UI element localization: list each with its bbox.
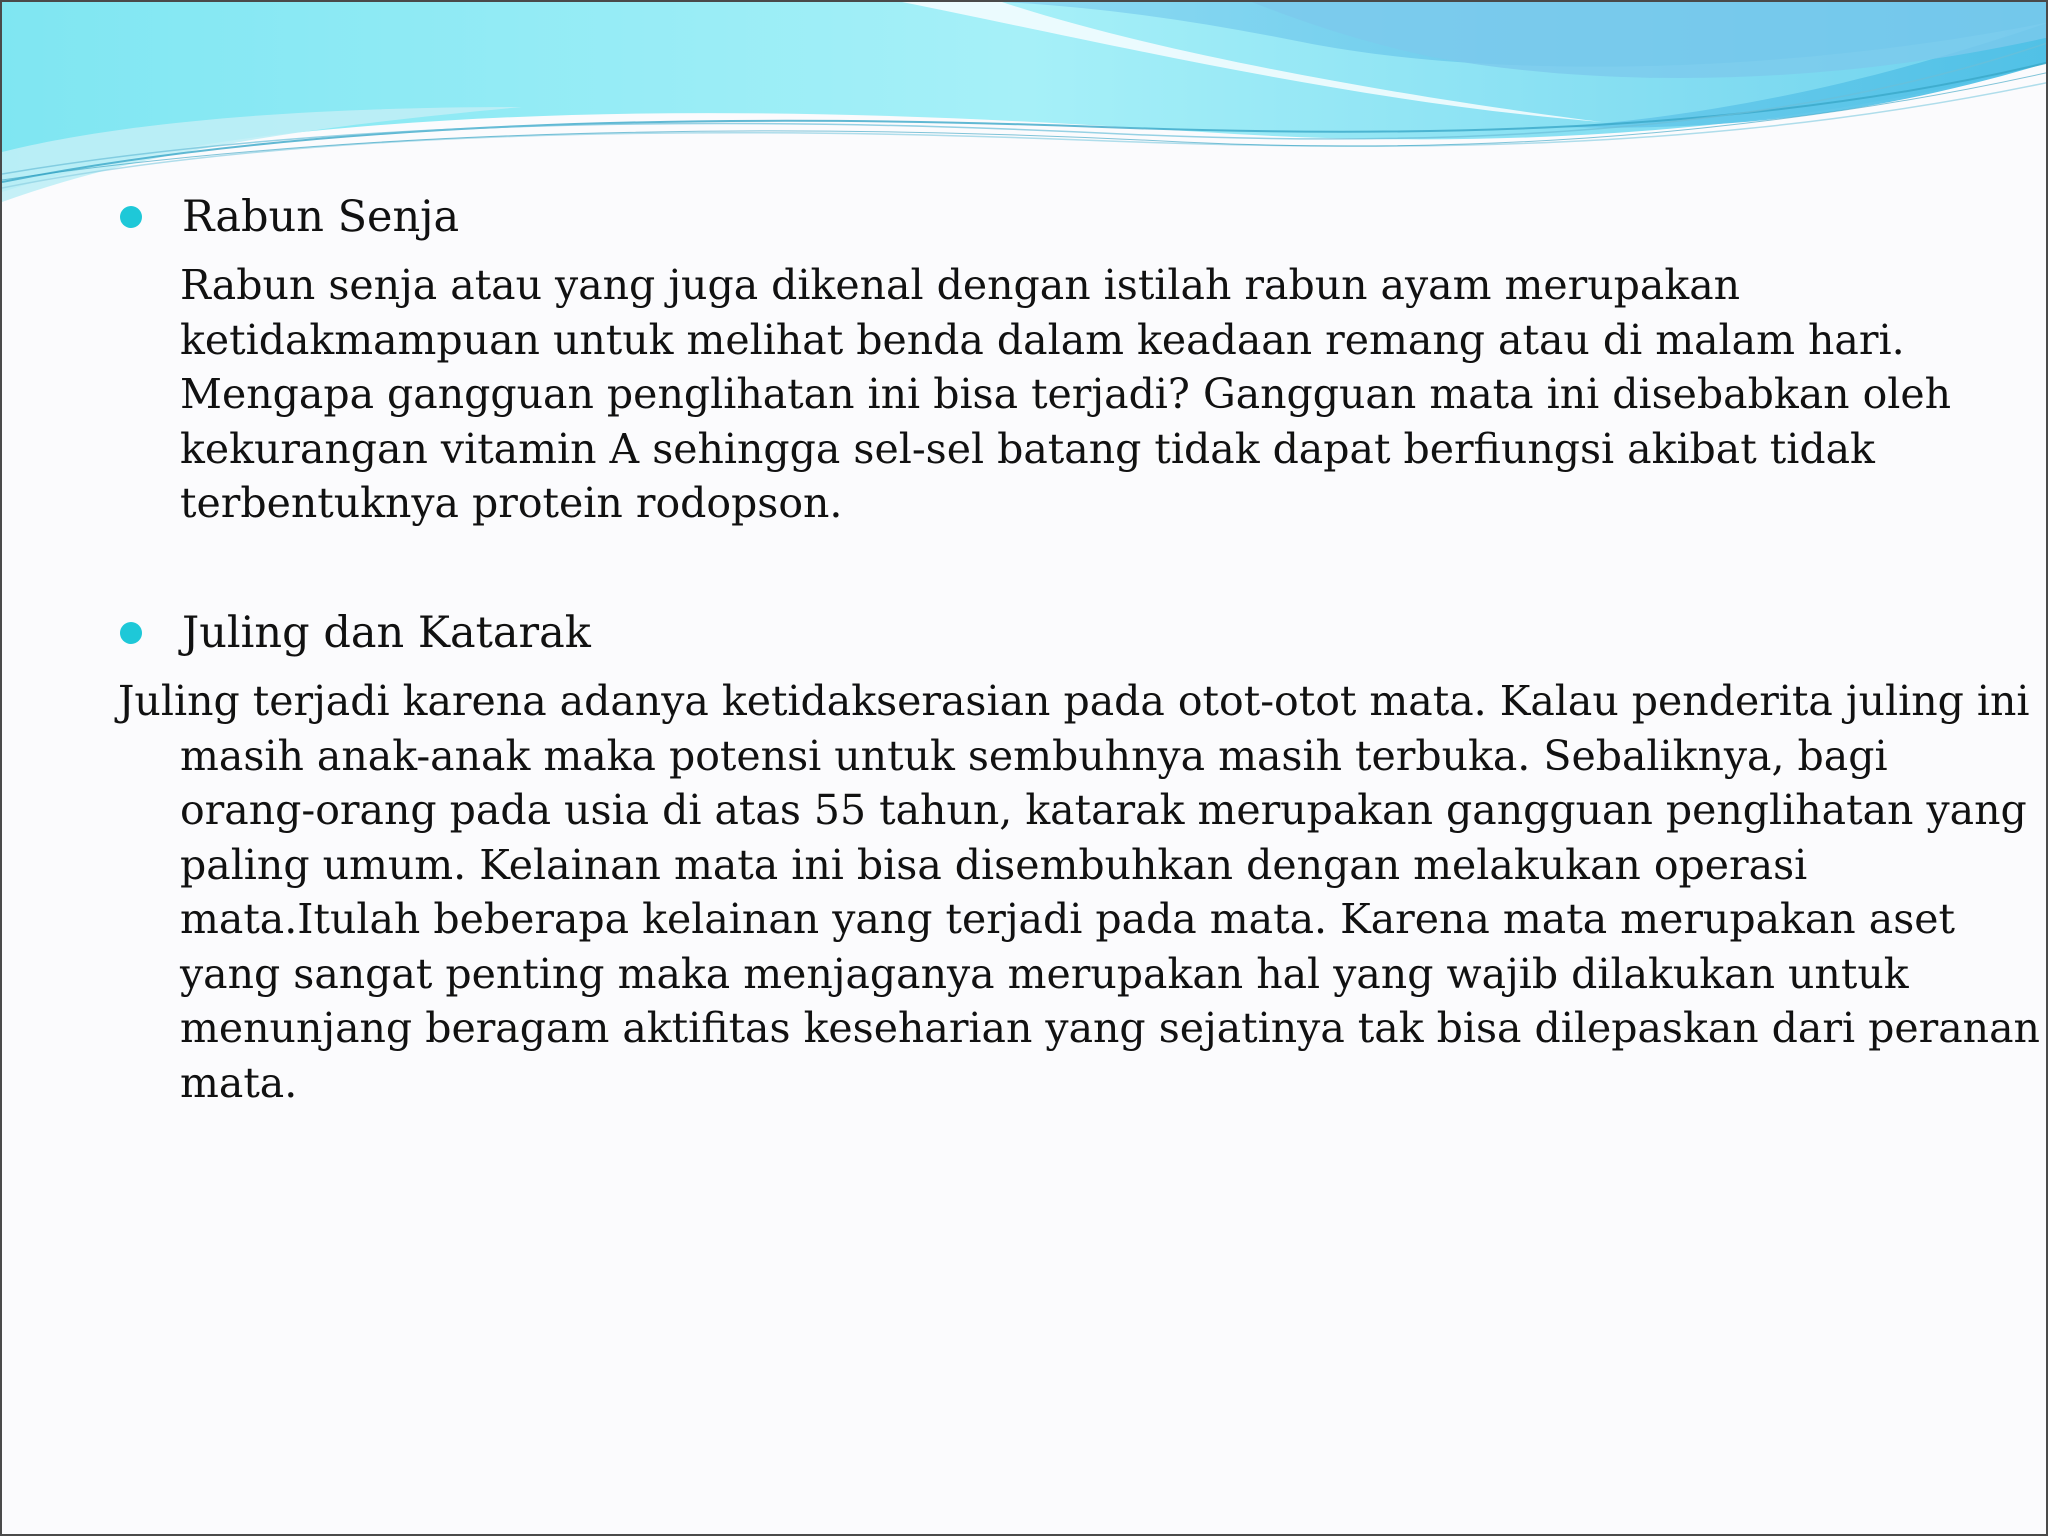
bullet-dot [120,622,142,644]
paragraph-line: masih anak-anak maka potensi untuk sembuhnya masih terbuka. Sebaliknya, bagi [180,731,1888,780]
section-juling-katarak-heading [120,606,591,660]
bullet-dot [120,206,142,228]
paragraph-line: Mengapa gangguan penglihatan ini bisa terjadi? Gangguan mata ini disebabkan oleh [180,370,1952,418]
paragraph-line: Juling terjadi karena adanya ketidakserasian pada otot-otot mata. Kalau penderita juling ini [118,677,2030,725]
paragraph-line: kekurangan vitamin A sehingga sel-sel batang tidak dapat berfiungsi akibat tidak [180,424,1875,473]
paragraph-line: terbentuknya protein rodopson. [180,479,843,527]
paragraph-line: yang sangat penting maka menjaganya merupakan hal yang wajib dilakukan untuk [180,949,1909,998]
section-title: Rabun Senja [182,192,460,242]
paragraph-line: paling umum. Kelainan mata ini bisa disembuhkan dengan melakukan operasi [180,840,1808,889]
paragraph-line: mata.Itulah beberapa kelainan yang terjadi pada mata. Karena mata merupakan aset [180,895,1955,943]
paragraph-line: mata. [180,1058,298,1107]
section-juling-katarak-body [118,674,2040,1110]
section-title: Juling dan Katarak [182,608,591,658]
paragraph-line: menunjang beragam aktifitas keseharian yang sejatinya tak bisa dilepaskan dari peranan [180,1004,2040,1052]
section-rabun-senja-body [180,258,2000,531]
paragraph-line: orang-orang pada usia di atas 55 tahun, katarak merupakan gangguan penglihatan yang [180,786,2027,834]
paragraph-line: Rabun senja atau yang juga dikenal dengan istilah rabun ayam merupakan [180,261,1741,309]
paragraph-line: ketidakmampuan untuk melihat benda dalam keadaan remang atau di malam hari. [180,315,1905,364]
section-rabun-senja-heading [120,190,459,244]
